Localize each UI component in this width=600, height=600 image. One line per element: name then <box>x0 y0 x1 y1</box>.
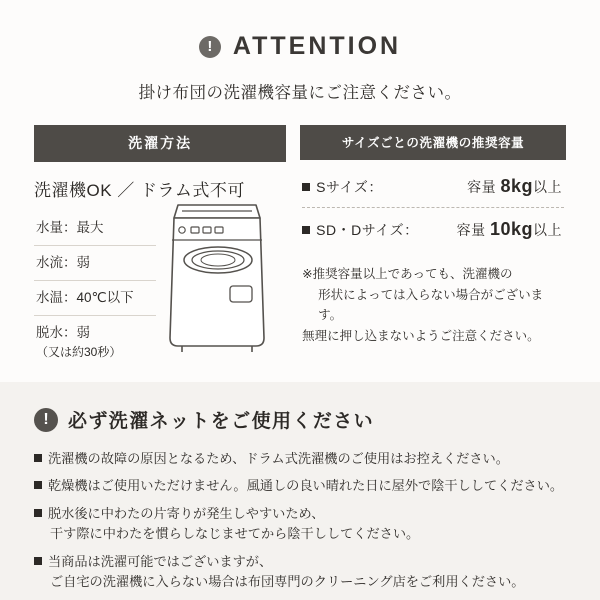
capacity-row-sd-d-prefix: 容量 <box>456 222 486 238</box>
panel-recommended-capacity <box>300 125 566 394</box>
square-bullet-icon <box>34 454 42 462</box>
capacity-row-s-label-text: Sサイズ： <box>316 179 383 195</box>
laundry-net-title: 必ず洗濯ネットをご使用ください <box>68 411 375 432</box>
capacity-row-sd-d <box>300 219 566 250</box>
bottom-section <box>0 382 600 600</box>
washing-ok-line: 洗濯機OK ／ ドラム式不可 <box>34 181 245 200</box>
panel-left-heading: 洗濯方法 <box>34 125 286 162</box>
list-item <box>34 449 566 469</box>
capacity-row-sd-d-number: 10kg <box>489 219 533 239</box>
capacity-row-sd-d-suffix: 以上 <box>533 222 562 238</box>
spec-water-temp <box>34 281 156 316</box>
list-item <box>34 476 566 496</box>
square-bullet-icon <box>302 226 310 234</box>
square-bullet-icon <box>34 481 42 489</box>
panel-left-body <box>34 162 286 394</box>
capacity-note <box>300 264 566 347</box>
page-title: ATTENTION <box>232 32 402 60</box>
capacity-row-sd-d-label-text: SD・Dサイズ： <box>316 222 419 238</box>
list-item <box>34 504 566 545</box>
list-item <box>34 552 566 593</box>
divider-dashed <box>302 207 564 208</box>
capacity-row-sd-d-value <box>457 219 562 240</box>
list-item-continuation: ご自宅の洗濯機に入らない場合は布団専門のクリーニング店をご利用ください。 <box>50 574 525 590</box>
warning-exclamation-icon: ! <box>34 408 58 432</box>
capacity-row-s-suffix: 以上 <box>533 179 562 195</box>
list-item-text: 脱水後に中わたの片寄りが発生しやすいため、 <box>48 505 325 521</box>
square-bullet-icon <box>302 183 310 191</box>
spec-water-temp-label: 水温：40℃以下 <box>36 289 134 305</box>
capacity-row-s-prefix: 容量 <box>467 179 497 195</box>
washing-machine-illustration <box>152 188 282 356</box>
capacity-row-s-value <box>467 176 562 197</box>
capacity-row-s-number: 8kg <box>500 176 533 196</box>
bullet-list <box>34 449 566 593</box>
list-item-text: 乾燥機はご使用いただけません。風通しの良い晴れた日に屋外で陰干ししてください。 <box>48 478 564 494</box>
spec-spin-dry <box>34 316 156 368</box>
panel-right-body <box>300 160 566 347</box>
spec-water-flow-label: 水流：弱 <box>36 254 90 270</box>
spec-water-amount-label: 水量：最大 <box>36 220 104 235</box>
square-bullet-icon <box>34 557 42 565</box>
spec-water-flow <box>34 246 156 281</box>
list-item-text: 当商品は洗濯可能ではございますが、 <box>48 553 273 569</box>
capacity-row-sd-d-label <box>302 220 418 240</box>
list-item-text: 洗濯機の故障の原因となるため、ドラム式洗濯機のご使用はお控えください。 <box>48 451 509 466</box>
capacity-note-line1: ※推奨容量以上であっても、洗濯機の <box>302 267 513 281</box>
capacity-note-line3: 無理に押し込まないようご注意ください。 <box>302 328 540 343</box>
spec-spin-dry-sub: （又は約30秒） <box>36 344 122 359</box>
panel-right-heading: サイズごとの洗濯機の推奨容量 <box>300 125 566 160</box>
list-item-continuation: 干す際に中わたを慣らしなじませてから陰干ししてください。 <box>50 526 420 542</box>
panel-washing-method <box>34 125 286 394</box>
warning-exclamation-icon: ! <box>199 36 221 58</box>
attention-header <box>34 32 566 61</box>
square-bullet-icon <box>34 509 42 517</box>
lead-text: 掛け布団の洗濯機容量にご注意ください。 <box>138 84 462 102</box>
spec-spin-dry-label: 脱水：弱 <box>36 324 90 340</box>
capacity-row-s <box>300 176 566 207</box>
laundry-net-header <box>34 406 566 433</box>
capacity-note-line2: 形状によっては入らない場合がございます。 <box>318 287 544 323</box>
capacity-row-s-label <box>302 177 383 197</box>
panels-container <box>34 125 566 394</box>
spec-water-amount <box>34 211 156 246</box>
